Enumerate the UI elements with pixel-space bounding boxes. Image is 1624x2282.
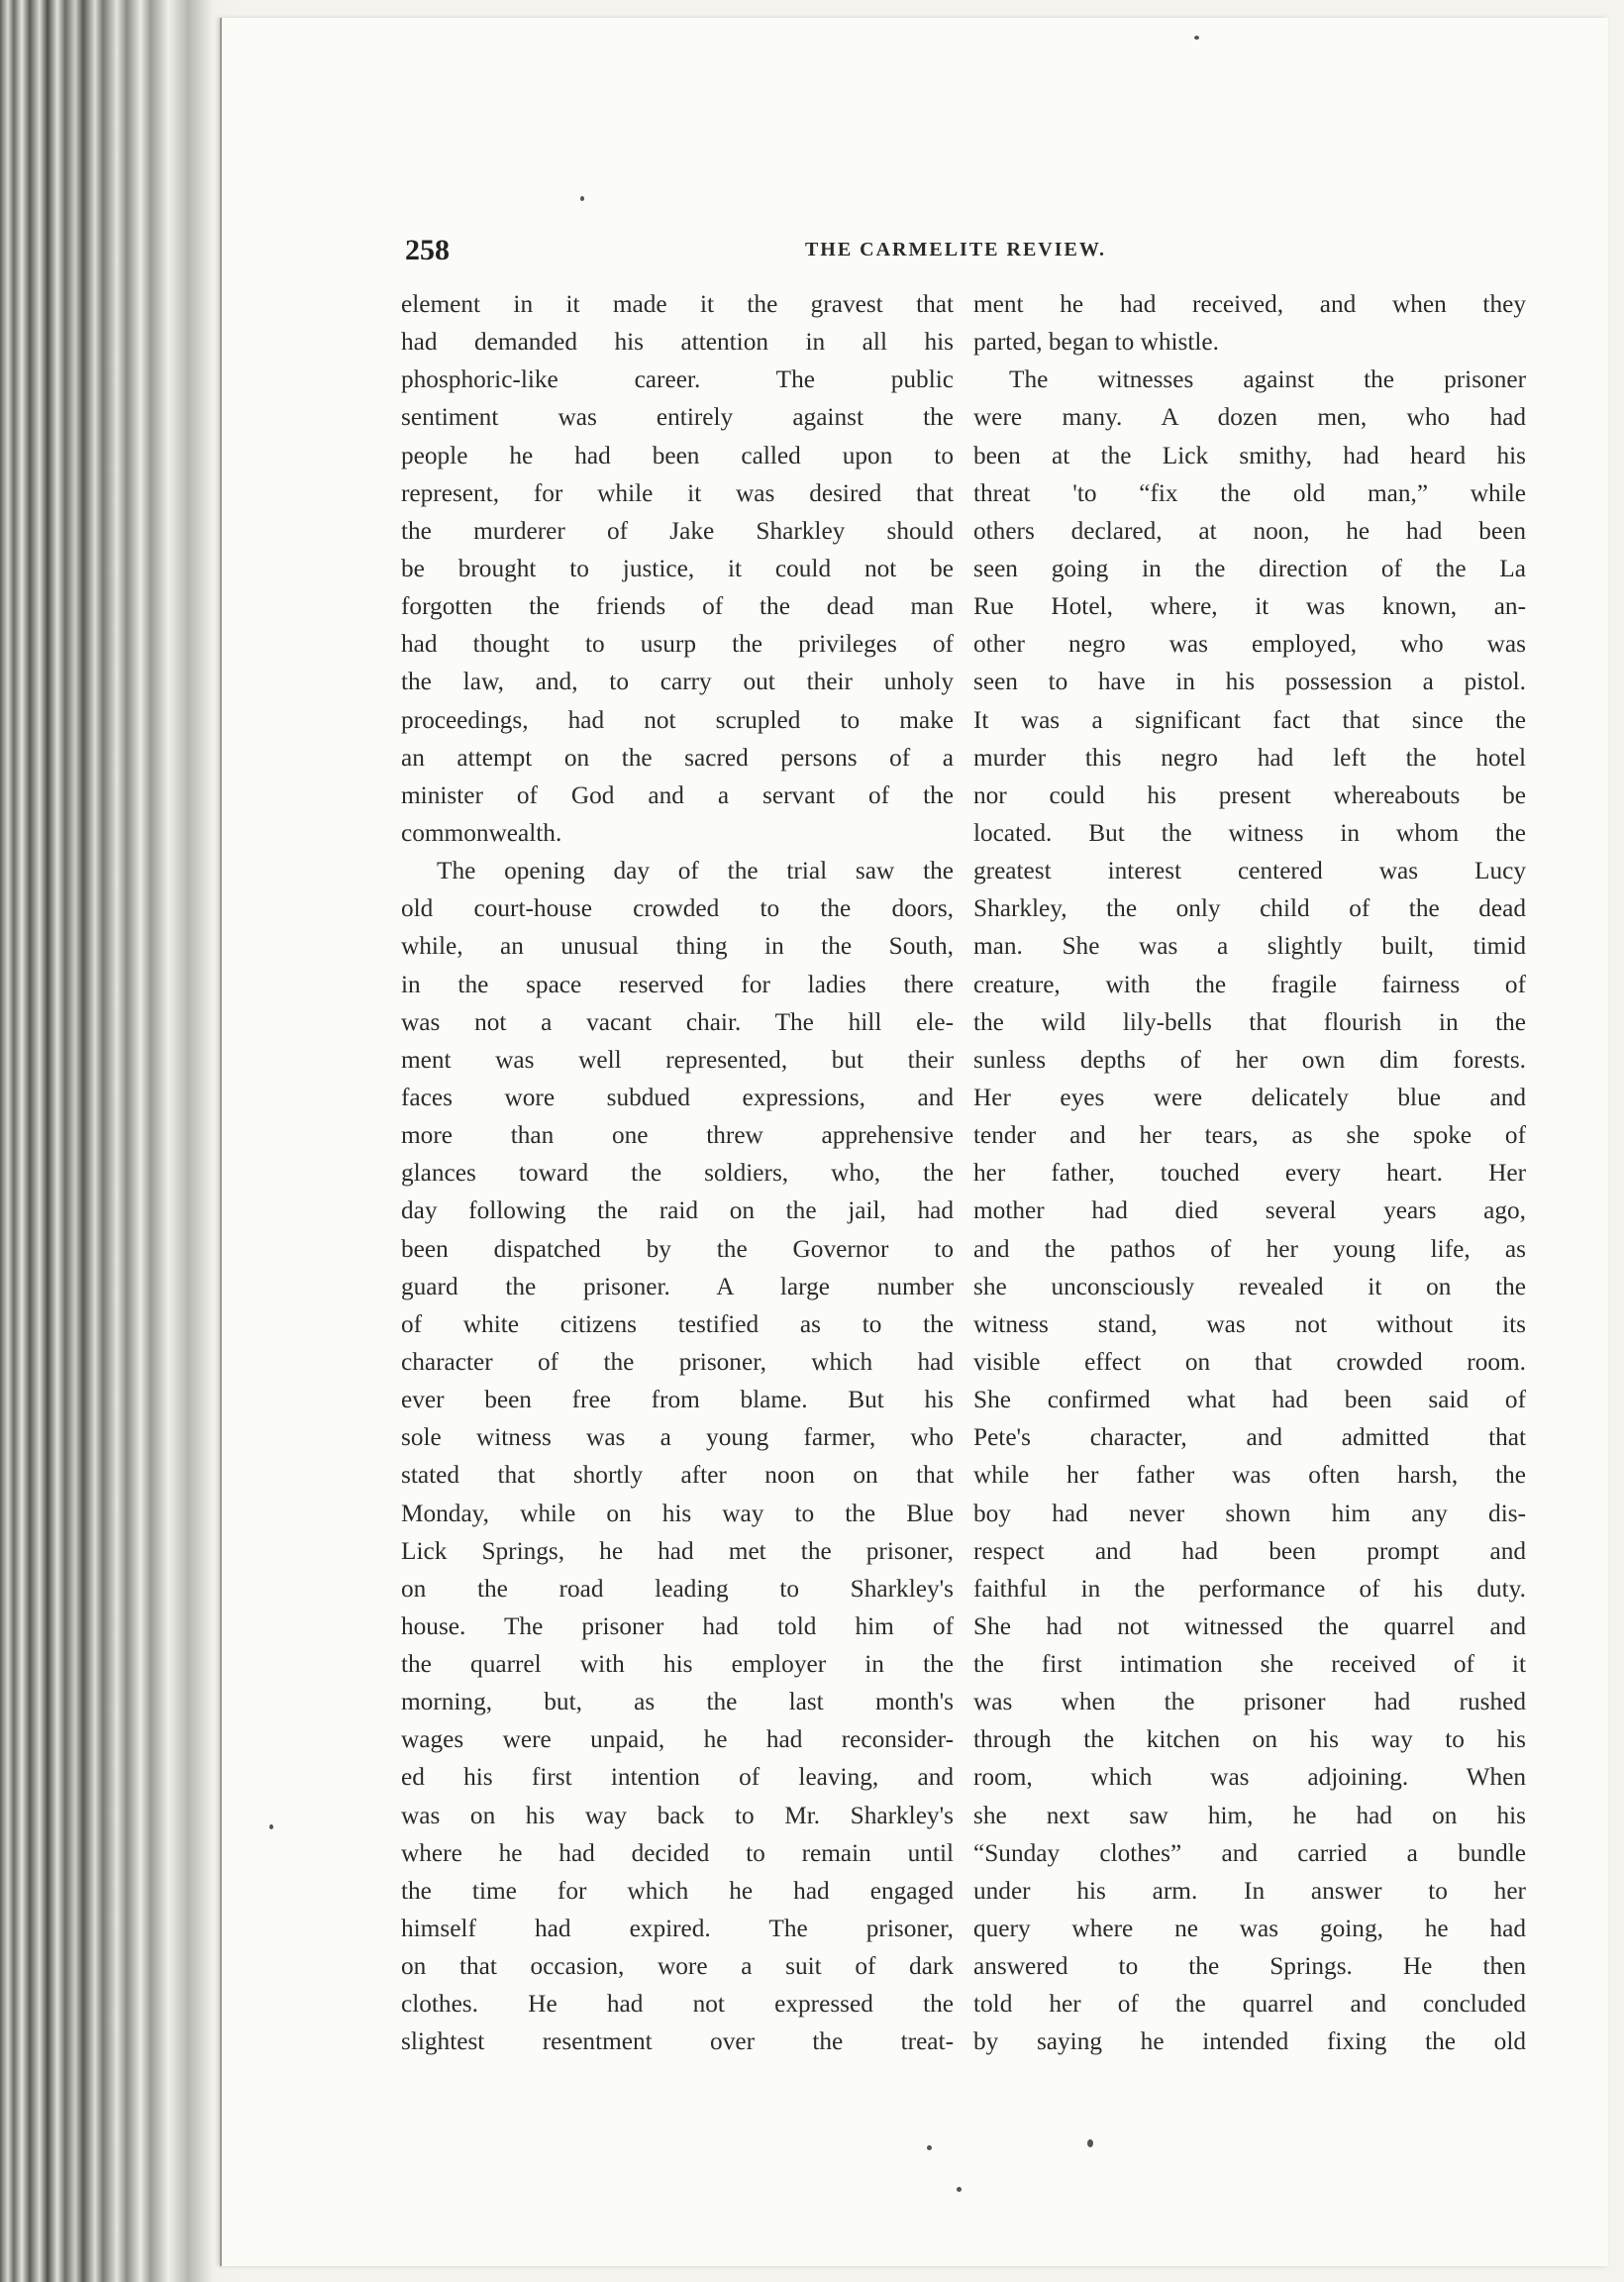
book-page-edges [0, 0, 238, 2282]
text-line: through the kitchen on his way to his [973, 1725, 1526, 1754]
text-line: sunless depths of her own dim forests. [973, 1045, 1526, 1074]
text-line: other negro was employed, who was [973, 630, 1526, 659]
text-line: while, an unusual thing in the South, [401, 932, 954, 961]
text-line: ed his first intention of leaving, and [401, 1763, 954, 1792]
text-line: seen going in the direction of the La [973, 554, 1526, 582]
text-line: She confirmed what had been said of [973, 1386, 1526, 1414]
text-line: boy had never shown him any dis- [973, 1499, 1526, 1527]
text-line: query where ne was going, he had [973, 1915, 1526, 1943]
text-column-right [973, 285, 1526, 2061]
text-line: room, which was adjoining. When [973, 1763, 1526, 1792]
text-line: witness stand, was not without its [973, 1309, 1526, 1338]
text-line: man. She was a slightly built, timid [973, 932, 1526, 961]
text-line: himself had expired. The prisoner, [401, 1915, 954, 1943]
text-column-left [401, 285, 954, 2061]
print-speck [957, 2187, 962, 2192]
text-line: was not a vacant chair. The hill ele- [401, 1007, 954, 1036]
text-line: morning, but, as the last month's [401, 1688, 954, 1716]
text-line: element in it made it the gravest that [401, 290, 954, 318]
text-line: sole witness was a young farmer, who [401, 1423, 954, 1452]
text-line: the time for which he had engaged [401, 1876, 954, 1905]
text-line: answered to the Springs. He then [973, 1952, 1526, 1981]
text-line: Pete's character, and admitted that [973, 1423, 1526, 1452]
text-line: be brought to justice, it could not be [401, 554, 954, 582]
text-line: was on his way back to Mr. Sharkley's [401, 1801, 954, 1829]
text-line: by saying he intended fixing the old [973, 2027, 1526, 2056]
text-line: greatest interest centered was Lucy [973, 857, 1526, 885]
text-line: the law, and, to carry out their unholy [401, 668, 954, 696]
text-line: while her father was often harsh, the [973, 1461, 1526, 1490]
text-line: the wild lily-bells that flourish in the [973, 1007, 1526, 1036]
text-line: represent, for while it was desired that [401, 478, 954, 507]
text-line: visible effect on that crowded room. [973, 1347, 1526, 1376]
text-line: tender and her tears, as she spoke of [973, 1121, 1526, 1150]
text-line: glances toward the soldiers, who, the [401, 1159, 954, 1188]
text-line: she unconsciously revealed it on the [973, 1272, 1526, 1300]
text-line: nor could his present whereabouts be [973, 780, 1526, 809]
text-line: the first intimation she received of it [973, 1650, 1526, 1679]
print-speck [269, 1824, 273, 1829]
text-line: house. The prisoner had told him of [401, 1611, 954, 1640]
print-speck [927, 2145, 932, 2150]
text-line: the murderer of Jake Sharkley should [401, 516, 954, 545]
text-line: wages were unpaid, he had reconsider- [401, 1725, 954, 1754]
text-line: ment he had received, and when they [973, 290, 1526, 318]
text-line: Lick Springs, he had met the prisoner, [401, 1536, 954, 1565]
text-line: had thought to usurp the privileges of [401, 630, 954, 659]
text-line: threat 'to “fix the old man,” while [973, 478, 1526, 507]
text-line: faithful in the performance of his duty. [973, 1574, 1526, 1603]
text-line: on that occasion, wore a suit of dark [401, 1952, 954, 1981]
text-line: forgotten the friends of the dead man [401, 592, 954, 621]
running-title: THE CARMELITE REVIEW. [804, 239, 1107, 260]
page-number: 258 [405, 234, 450, 266]
text-line: “Sunday clothes” and carried a bundle [973, 1838, 1526, 1867]
text-line: the quarrel with his employer in the [401, 1650, 954, 1679]
text-line: more than one threw apprehensive [401, 1121, 954, 1150]
text-line: told her of the quarrel and concluded [973, 1990, 1526, 2019]
text-line: ment was well represented, but their [401, 1045, 954, 1074]
text-line: seen to have in his possession a pistol. [973, 668, 1526, 696]
text-line: people he had been called upon to [401, 441, 954, 469]
text-line: parted, began to whistle. [973, 328, 1219, 357]
text-line: The witnesses against the prisoner [1009, 365, 1526, 394]
text-line: was when the prisoner had rushed [973, 1688, 1526, 1716]
text-line: respect and had been prompt and [973, 1536, 1526, 1565]
text-line: minister of God and a servant of the [401, 780, 954, 809]
print-speck [1194, 36, 1199, 40]
text-line: character of the prisoner, which had [401, 1347, 954, 1376]
text-line: had demanded his attention in all his [401, 328, 954, 357]
text-line: The opening day of the trial saw the [437, 857, 954, 885]
text-line: It was a significant fact that since the [973, 705, 1526, 734]
text-line: phosphoric-like career. The public [401, 365, 954, 394]
text-line: others declared, at noon, he had been [973, 516, 1526, 545]
text-line: were many. A dozen men, who had [973, 403, 1526, 432]
text-line: located. But the witness in whom the [973, 818, 1526, 847]
text-line: guard the prisoner. A large number [401, 1272, 954, 1300]
text-line: Her eyes were delicately blue and [973, 1083, 1526, 1111]
text-line: ever been free from blame. But his [401, 1386, 954, 1414]
text-line: mother had died several years ago, [973, 1196, 1526, 1225]
text-line: in the space reserved for ladies there [401, 970, 954, 998]
text-line: of white citizens testified as to the [401, 1309, 954, 1338]
text-line: old court-house crowded to the doors, [401, 894, 954, 923]
text-line: She had not witnessed the quarrel and [973, 1611, 1526, 1640]
text-line: day following the raid on the jail, had [401, 1196, 954, 1225]
text-line: stated that shortly after noon on that [401, 1461, 954, 1490]
text-line: proceedings, had not scrupled to make [401, 705, 954, 734]
text-line: an attempt on the sacred persons of a [401, 743, 954, 772]
page-header [391, 234, 1520, 273]
text-line: sentiment was entirely against the [401, 403, 954, 432]
text-line: her father, touched every heart. Her [973, 1159, 1526, 1188]
text-line: Sharkley, the only child of the dead [973, 894, 1526, 923]
print-speck [1087, 2139, 1093, 2147]
print-speck [580, 196, 584, 201]
text-line: commonwealth. [401, 818, 562, 847]
text-line: under his arm. In answer to her [973, 1876, 1526, 1905]
text-line: faces wore subdued expressions, and [401, 1083, 954, 1111]
text-line: on the road leading to Sharkley's [401, 1574, 954, 1603]
text-line: Rue Hotel, where, it was known, an- [973, 592, 1526, 621]
text-line: slightest resentment over the treat- [401, 2027, 954, 2056]
text-line: where he had decided to remain until [401, 1838, 954, 1867]
text-line: been dispatched by the Governor to [401, 1234, 954, 1263]
text-line: murder this negro had left the hotel [973, 743, 1526, 772]
text-line: clothes. He had not expressed the [401, 1990, 954, 2019]
text-line: and the pathos of her young life, as [973, 1234, 1526, 1263]
text-line: Monday, while on his way to the Blue [401, 1499, 954, 1527]
text-line: been at the Lick smithy, had heard his [973, 441, 1526, 469]
text-line: she next saw him, he had on his [973, 1801, 1526, 1829]
text-line: creature, with the fragile fairness of [973, 970, 1526, 998]
